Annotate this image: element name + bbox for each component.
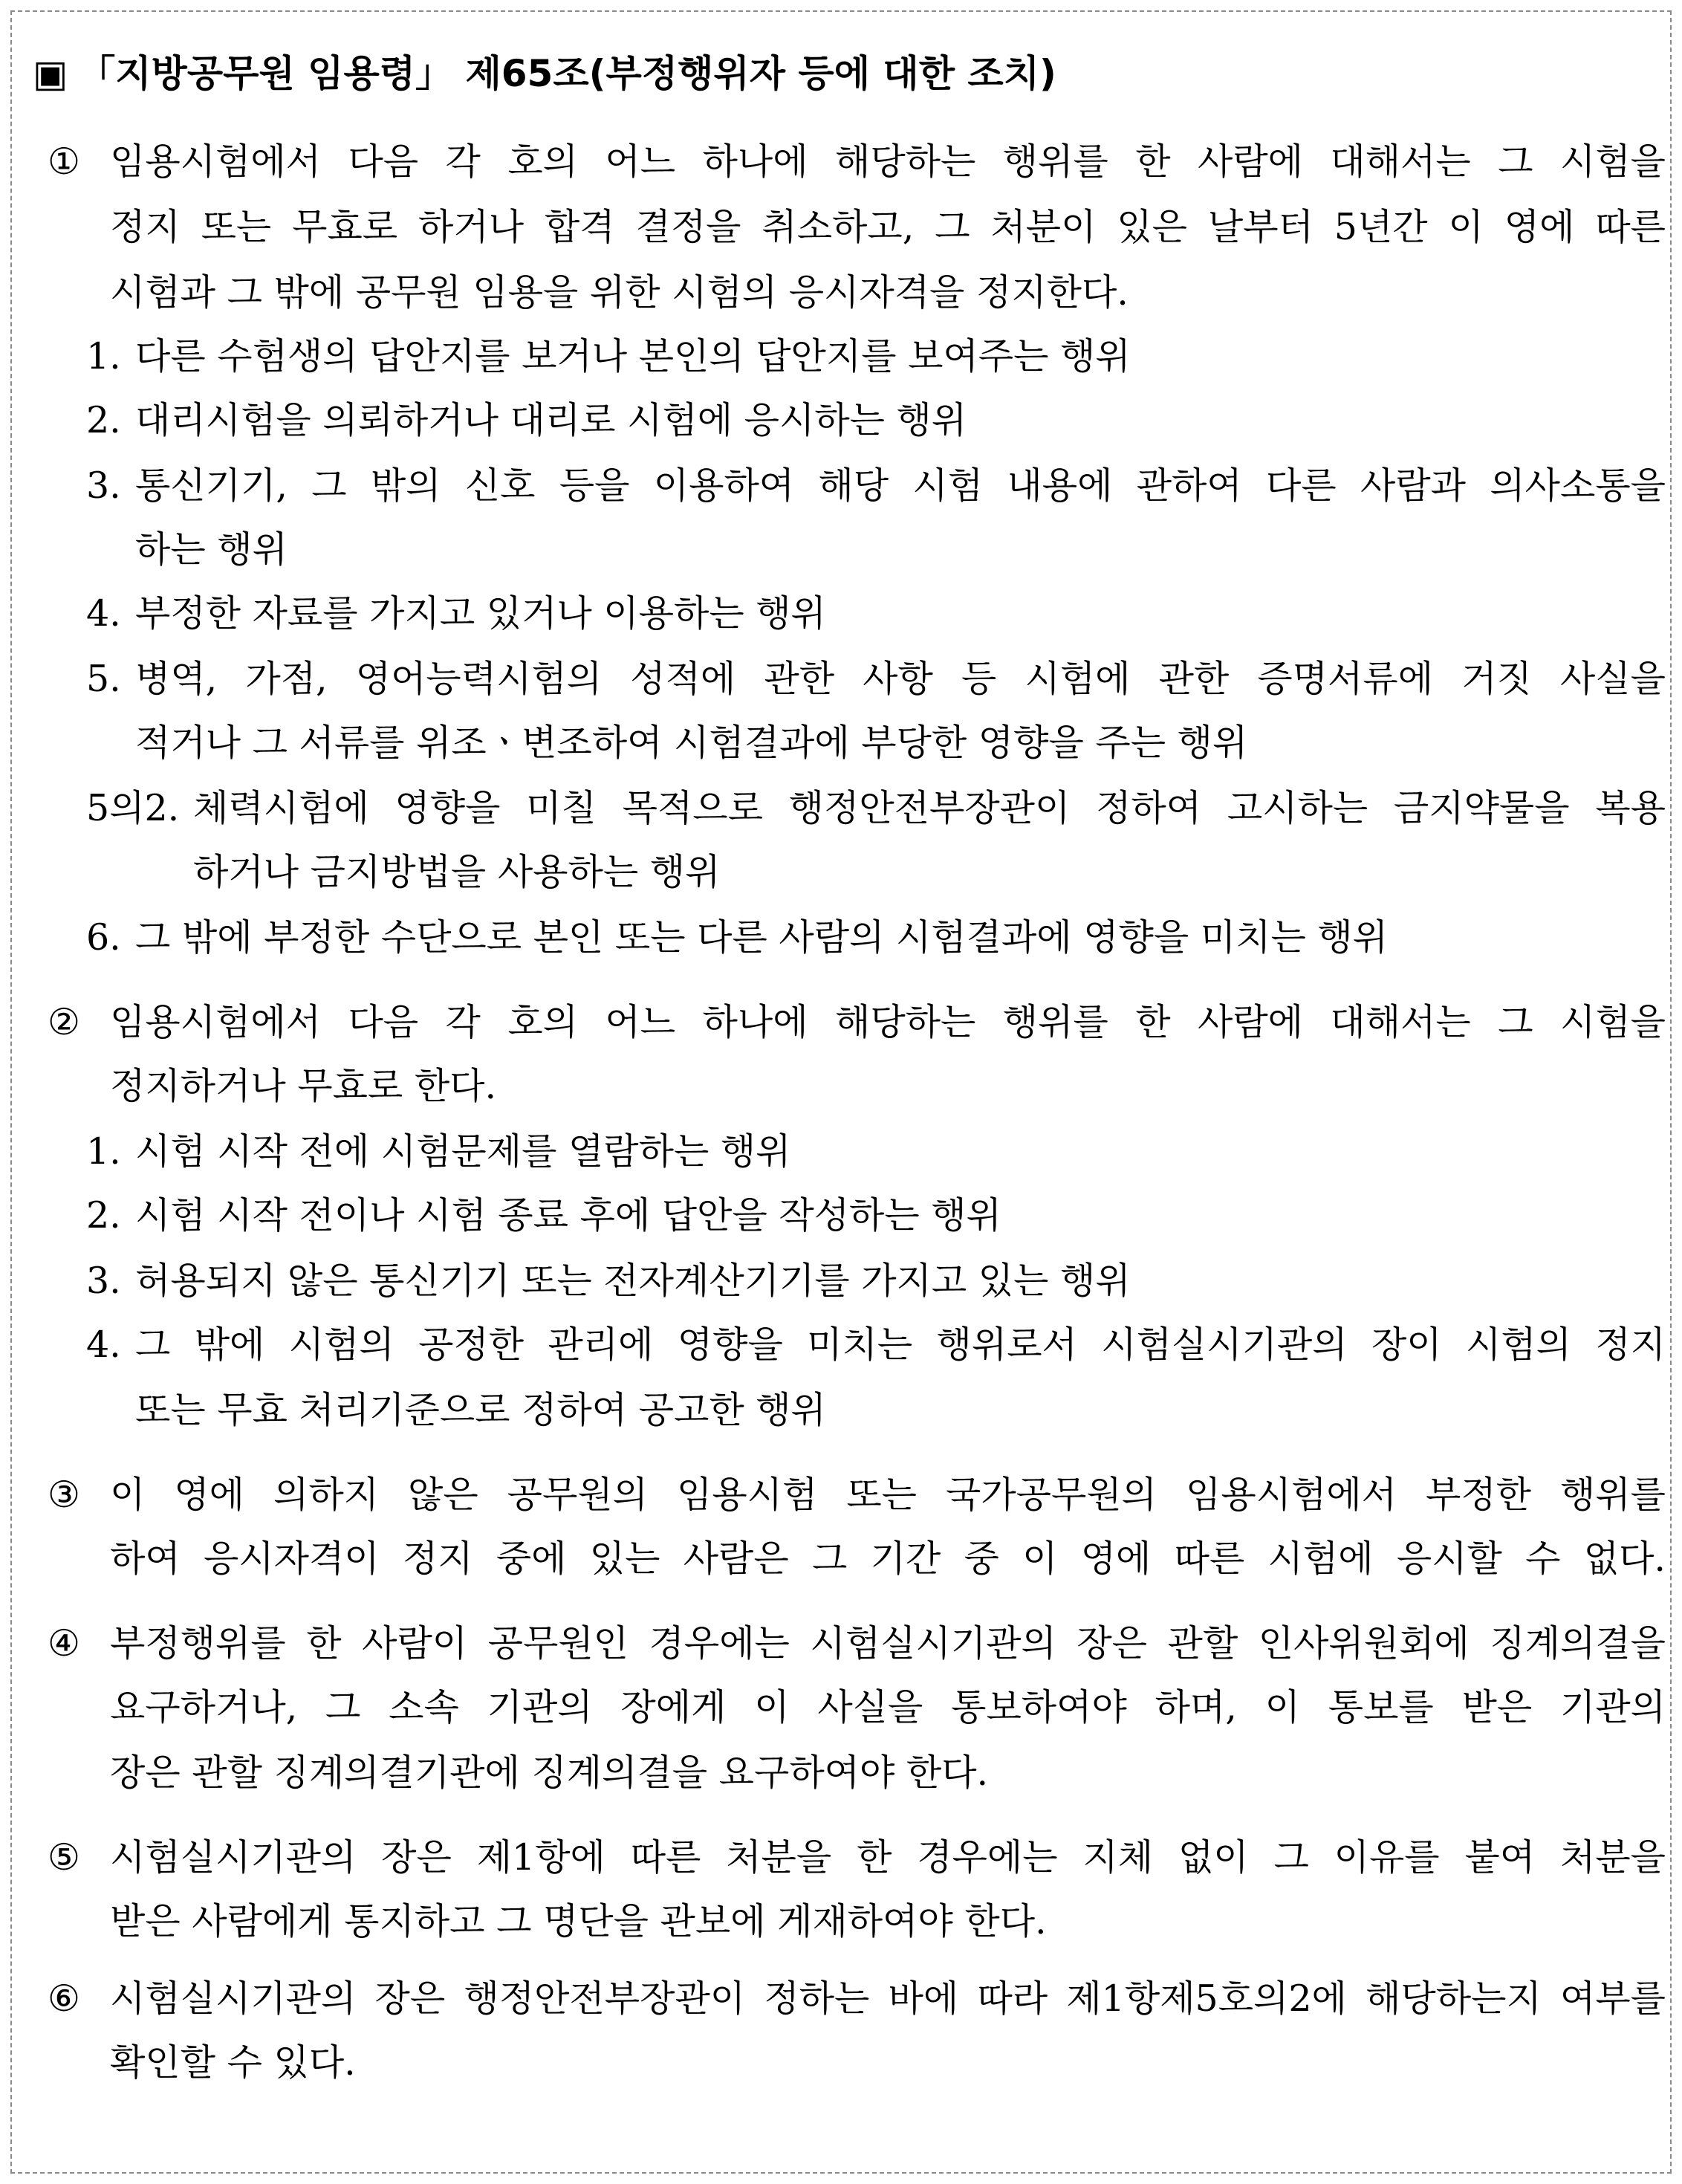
paragraph-3-line-2: 하여 응시자격이 정지 중에 있는 사람은 그 기간 중 이 영에 따른 시험에 응시할 수 없다. (110, 1537, 1666, 1580)
paragraph-3-line-1: 이 영에 의하지 않은 공무원의 임용시험 또는 국가공무원의 임용시험에서 부정한 행위를 (110, 1474, 1666, 1516)
paragraph-5-marker: ⑤ (48, 1836, 80, 1879)
paragraph-4-line-3: 장은 관할 징계의결기관에 징계의결을 요구하여야 한다. (110, 1752, 989, 1794)
item-2-2-number: 2. (86, 1194, 121, 1237)
title-text: 「지방공무원 임용령」 제65조(부정행위자 등에 대한 조치) (78, 52, 1056, 95)
item-1-5-number: 5. (86, 658, 121, 700)
item-1-5-2-number: 5의2. (86, 787, 180, 829)
paragraph-5-line-2: 받은 사람에게 통지하고 그 명단을 관보에 게재하여야 한다. (110, 1900, 1047, 1942)
paragraph-1-line-1: 임용시험에서 다음 각 호의 어느 하나에 해당하는 행위를 한 사람에 대해서는 그 시험을 (110, 140, 1666, 183)
item-2-2-line-1: 시험 시작 전이나 시험 종료 후에 답안을 작성하는 행위 (135, 1194, 1001, 1237)
paragraph-2-line-2: 정지하거나 무효로 한다. (110, 1065, 497, 1107)
item-1-2-line-1: 대리시험을 의뢰하거나 대리로 시험에 응시하는 행위 (135, 399, 967, 441)
page-title (33, 45, 1056, 103)
item-1-4-number: 4. (86, 592, 121, 635)
paragraph-4-line-2: 요구하거나, 그 소속 기관의 장에게 이 사실을 통보하여야 하며, 이 통보를 받은 기관의 (110, 1686, 1666, 1728)
item-1-6-line-1: 그 밖에 부정한 수단으로 본인 또는 다른 사람의 시험결과에 영향을 미치는 행위 (135, 916, 1389, 959)
item-1-4-line-1: 부정한 자료를 가지고 있거나 이용하는 행위 (135, 592, 826, 635)
item-1-3-number: 3. (86, 464, 121, 507)
paragraph-6-line-2: 확인할 수 있다. (110, 2041, 356, 2084)
item-1-5-2-line-1: 체력시험에 영향을 미칠 목적으로 행정안전부장관이 정하여 고시하는 금지약물을 복용 (193, 787, 1666, 829)
item-2-1-line-1: 시험 시작 전에 시험문제를 열람하는 행위 (135, 1130, 791, 1173)
item-2-4-line-1: 그 밖에 시험의 공정한 관리에 영향을 미치는 행위로서 시험실시기관의 장이 시험의 정지 (135, 1323, 1666, 1366)
item-2-4-number: 4. (86, 1323, 121, 1366)
paragraph-4-marker: ④ (48, 1622, 80, 1665)
item-1-5-line-1: 병역, 가점, 영어능력시험의 성적에 관한 사항 등 시험에 관한 증명서류에 거짓 사실을 (135, 658, 1666, 700)
item-2-1-number: 1. (86, 1130, 121, 1173)
paragraph-4-line-1: 부정행위를 한 사람이 공무원인 경우에는 시험실시기관의 장은 관할 인사위원회에 징계의결을 (110, 1622, 1666, 1665)
item-1-5-line-2: 적거나 그 서류를 위조ㆍ변조하여 시험결과에 부당한 영향을 주는 행위 (135, 722, 1248, 764)
item-1-5-2-line-2: 하거나 금지방법을 사용하는 행위 (193, 851, 721, 893)
item-1-3-line-1: 통신기기, 그 밖의 신호 등을 이용하여 해당 시험 내용에 관하여 다른 사람과 의사소통을 (135, 464, 1666, 507)
item-2-3-number: 3. (86, 1260, 121, 1302)
paragraph-6-line-1: 시험실시기관의 장은 행정안전부장관이 정하는 바에 따라 제1항제5호의2에 해당하는지 여부를 (110, 1977, 1666, 2020)
item-1-1-number: 1. (86, 335, 121, 377)
item-1-3-line-2: 하는 행위 (135, 528, 288, 571)
paragraph-2-marker: ② (48, 1001, 80, 1043)
paragraph-5-line-1: 시험실시기관의 장은 제1항에 따른 처분을 한 경우에는 지체 없이 그 이유를 붙여 처분을 (110, 1836, 1666, 1879)
item-1-2-number: 2. (86, 399, 121, 441)
item-2-4-line-2: 또는 무효 처리기준으로 정하여 공고한 행위 (135, 1389, 826, 1431)
title-square-icon: ▣ (33, 52, 68, 95)
paragraph-1-marker: ① (48, 140, 80, 183)
paragraph-3-marker: ③ (48, 1474, 80, 1516)
item-1-1-line-1: 다른 수험생의 답안지를 보거나 본인의 답안지를 보여주는 행위 (135, 335, 1131, 377)
paragraph-1-line-2: 정지 또는 무효로 하거나 합격 결정을 취소하고, 그 처분이 있은 날부터 5년간 이 영에 따른 (110, 206, 1666, 248)
item-2-3-line-1: 허용되지 않은 통신기기 또는 전자계산기기를 가지고 있는 행위 (135, 1260, 1131, 1302)
paragraph-6-marker: ⑥ (48, 1977, 80, 2020)
paragraph-2-line-1: 임용시험에서 다음 각 호의 어느 하나에 해당하는 행위를 한 사람에 대해서는 그 시험을 (110, 1001, 1666, 1043)
item-1-6-number: 6. (86, 916, 121, 959)
paragraph-1-line-3: 시험과 그 밖에 공무원 임용을 위한 시험의 응시자격을 정지한다. (110, 271, 1129, 314)
